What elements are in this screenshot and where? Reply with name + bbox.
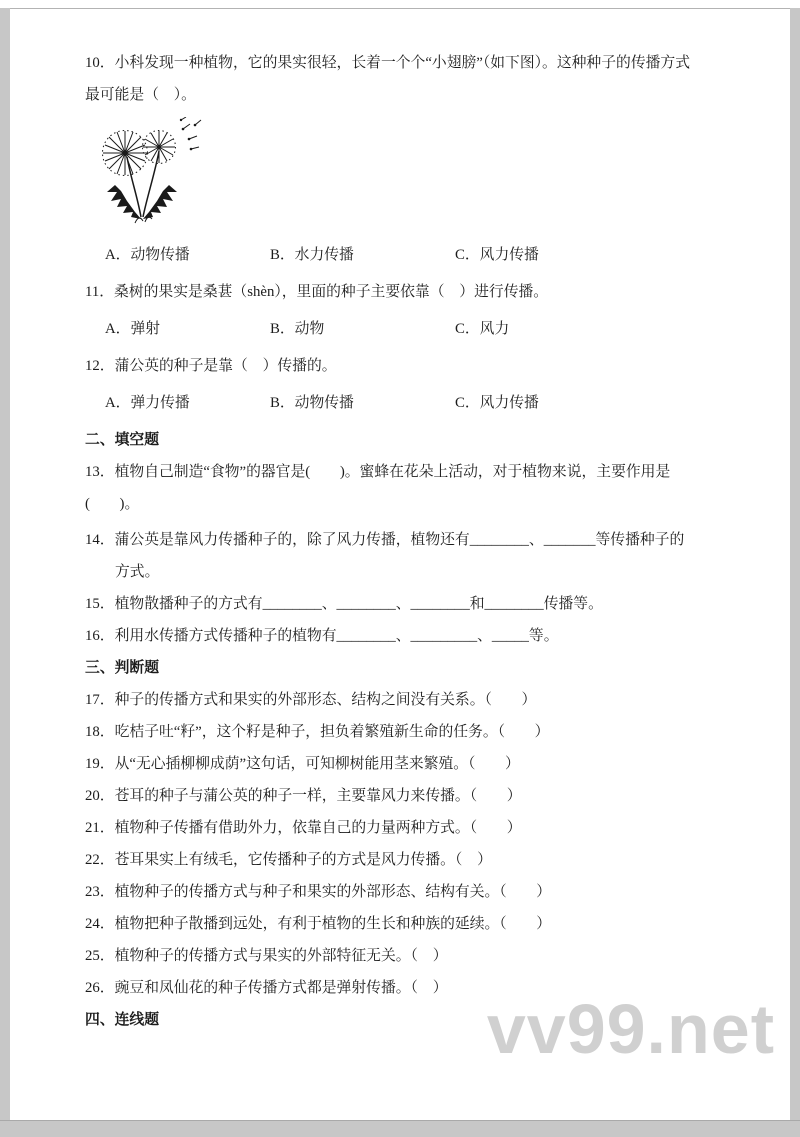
question-14-line-1: 14．蒲公英是靠风力传播种子的，除了风力传播，植物还有________、_______等传播种子的 [85,532,685,548]
question-12: 12．蒲公英的种子是靠（ ）传播的。 [85,358,337,374]
option-a: A．弹射 [105,321,161,337]
question-23: 23．植物种子的传播方式与种子和果实的外部形态、结构有关。（ ） [85,884,552,900]
question-21: 21．植物种子传播有借助外力，依靠自己的力量两种方式。（ ） [85,820,522,836]
question-13-line-2: ( )。 [85,496,140,512]
question-10-line-1: 10．小科发现一种植物，它的果实很轻，长着一个个“小翅膀”（如下图）。这种种子的传播方式 [85,55,691,71]
document-content [10,9,790,1036]
watermark: vv99.net [486,990,775,1068]
question-13-line-1: 13．植物自己制造“食物”的器官是( )。蜜蜂在花朵上活动，对于植物来说，主要作用是 [85,464,671,480]
option-b: B．动物 [270,321,325,337]
page-edge-right [790,8,800,1137]
question-14-line-2: 方式。 [115,564,160,580]
section-header-matching: 四、连线题 [85,1012,159,1028]
page-edge-bottom [0,1120,800,1137]
question-22: 22．苍耳果实上有绒毛，它传播种子的方式是风力传播。（ ） [85,852,492,868]
option-b: B．水力传播 [270,247,354,263]
question-10-line-2: 最可能是（ ）。 [85,87,196,103]
question-12-options [85,387,730,419]
question-19: 19．从“无心插柳柳成荫”这句话，可知柳树能用茎来繁殖。（ ） [85,756,520,772]
question-11: 11．桑树的果实是桑葚（shèn），里面的种子主要依靠（ ）进行传播。 [85,284,549,300]
section-header-fill-blanks: 二、填空题 [85,432,159,448]
page-edge-left [0,8,10,1137]
option-a: A．弹力传播 [105,395,190,411]
option-c: C．风力传播 [455,395,539,411]
question-18: 18．吃桔子吐“籽”，这个籽是种子，担负着繁殖新生命的任务。（ ） [85,724,550,740]
question-16: 16．利用水传播方式传播种子的植物有________、_________、_____等。 [85,628,559,644]
document-page [10,9,790,1120]
page-top-border [10,8,790,9]
option-a: A．动物传播 [105,247,190,263]
option-c: C．风力 [455,321,510,337]
question-11-options [85,313,730,345]
option-c: C．风力传播 [455,247,539,263]
question-26: 26．豌豆和凤仙花的种子传播方式都是弹射传播。（ ） [85,980,448,996]
question-24: 24．植物把种子散播到远处，有利于植物的生长和种族的延续。（ ） [85,916,552,932]
dandelion-figure [87,117,730,233]
question-10-options [85,239,730,271]
question-17: 17．种子的传播方式和果实的外部形态、结构之间没有关系。（ ） [85,692,537,708]
question-25: 25．植物种子的传播方式与果实的外部特征无关。（ ） [85,948,448,964]
section-header-judgment: 三、判断题 [85,660,159,676]
dandelion-illustration [87,117,207,233]
question-15: 15．植物散播种子的方式有________、________、________和________传播等。 [85,596,603,612]
question-20: 20．苍耳的种子与蒲公英的种子一样，主要靠风力来传播。（ ） [85,788,522,804]
option-b: B．动物传播 [270,395,354,411]
